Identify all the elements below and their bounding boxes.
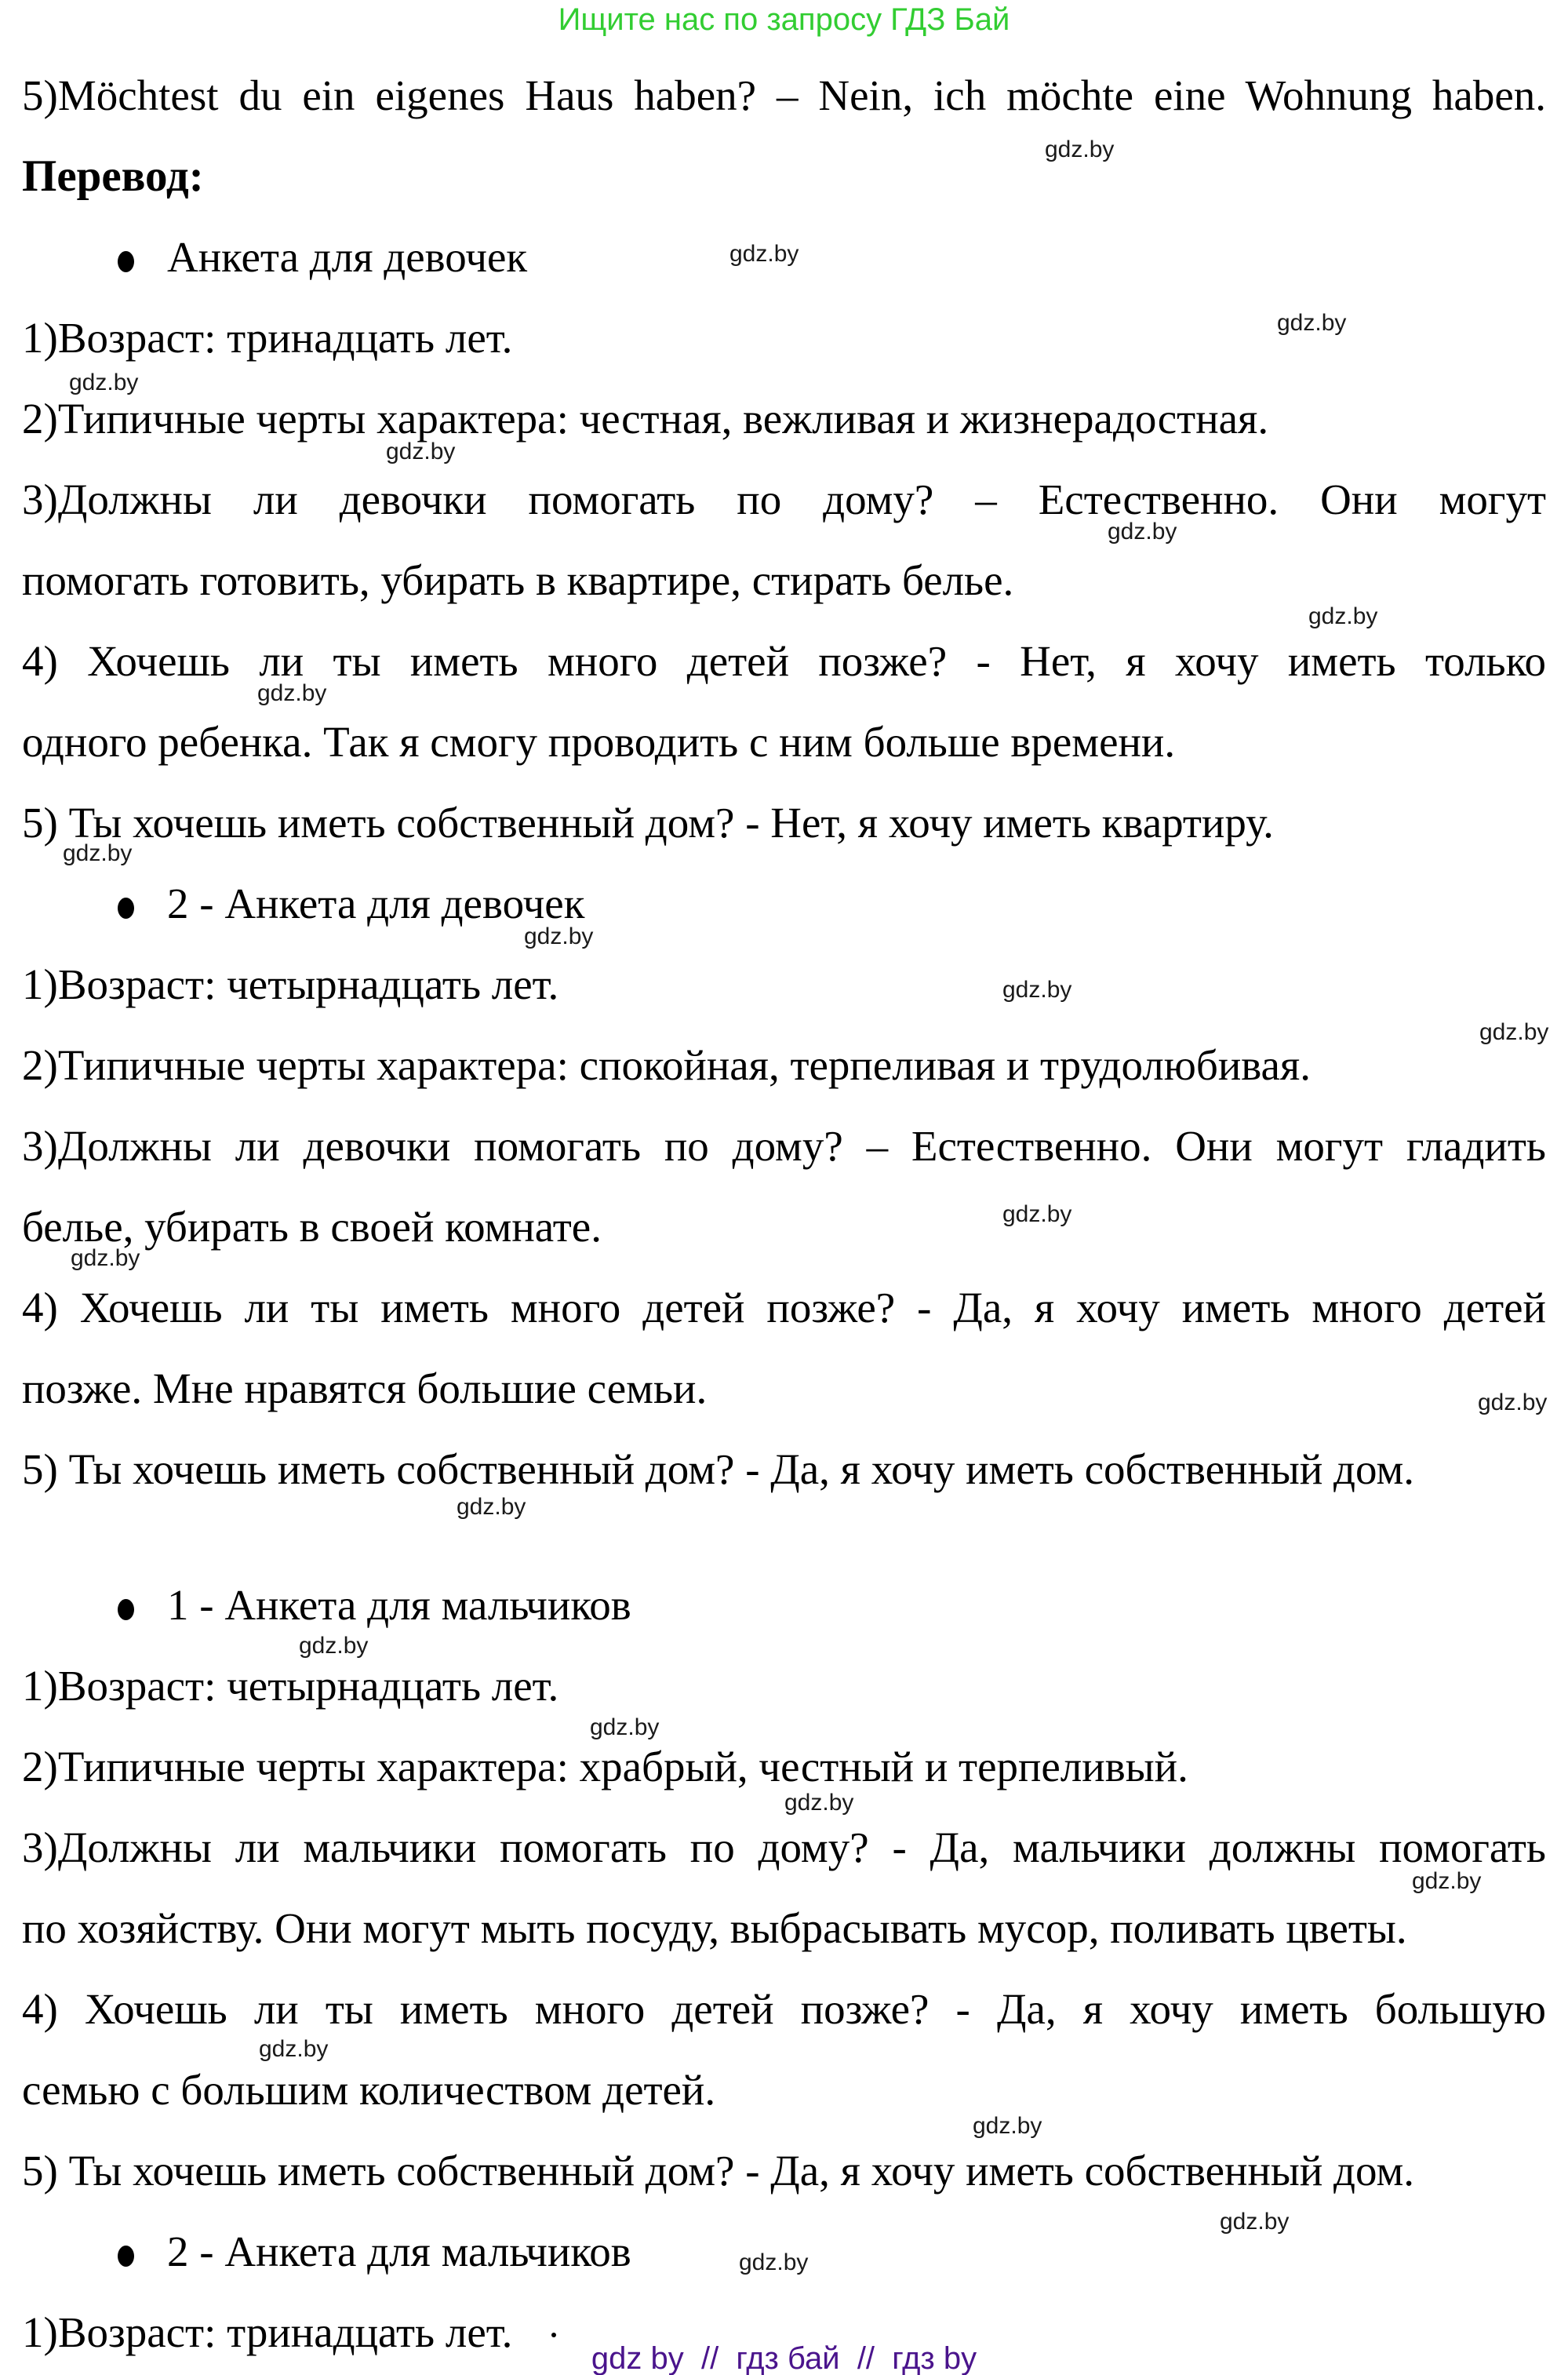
text-line: 5) Ты хочешь иметь собственный дом? - Да, я хочу иметь собственный дом. — [22, 1445, 1415, 1493]
text-line: по хозяйству. Они могут мыть посуду, выбрасывать мусор, поливать цветы. — [22, 1904, 1407, 1952]
gdz-watermark: gdz.by — [386, 439, 456, 464]
text-line: 4) Хочешь ли ты иметь много детей позже? - Нет, я хочу иметь только — [22, 637, 1546, 685]
text-line: 2)Типичные черты характера: спокойная, терпеливая и трудолюбивая. — [22, 1041, 1311, 1089]
gdz-watermark: gdz.by — [784, 1790, 854, 1816]
text-line: 4) Хочешь ли ты иметь много детей позже? - Да, я хочу иметь большую — [22, 1985, 1546, 2033]
translation-heading: Перевод: — [22, 151, 204, 201]
text-line: 5) Ты хочешь иметь собственный дом? - Нет, я хочу иметь квартиру. — [22, 799, 1274, 847]
gdz-watermark: gdz.by — [729, 241, 799, 267]
gdz-watermark: gdz.by — [71, 1245, 140, 1271]
text-line: одного ребенка. Так я смогу проводить с ним больше времени. — [22, 718, 1176, 766]
promo-header: Ищите нас по запросу ГДЗ Бай — [558, 2, 1010, 37]
footer-watermark: gdz by // гдз бай // гдз by — [591, 2341, 977, 2375]
gdz-watermark: gdz.by — [1108, 519, 1177, 545]
gdz-watermark: gdz.by — [299, 1633, 369, 1659]
gdz-watermark: gdz.by — [973, 2113, 1042, 2139]
gdz-watermark: gdz.by — [1478, 1390, 1548, 1415]
text-line: 1)Возраст: тринадцать лет. — [22, 2308, 513, 2356]
text-line: 1)Возраст: четырнадцать лет. — [22, 960, 559, 1008]
text-line: 1)Возраст: четырнадцать лет. — [22, 1662, 559, 1710]
bullet-label: 1 - Анкета для мальчиков — [167, 1581, 631, 1629]
text-line: 3)Должны ли мальчики помогать по дому? - Да, мальчики должны помогать — [22, 1823, 1546, 1871]
stray-ink-dot — [551, 2333, 556, 2337]
text-line: 5) Ты хочешь иметь собственный дом? - Да, я хочу иметь собственный дом. — [22, 2147, 1415, 2195]
document-body — [0, 55, 1568, 2373]
text-line: 3)Должны ли девочки помогать по дому? – Естественно. Они могут — [22, 475, 1546, 523]
gdz-watermark: gdz.by — [63, 840, 133, 866]
gdz-watermark: gdz.by — [739, 2249, 809, 2275]
gdz-watermark: gdz.by — [457, 1494, 526, 1520]
gdz-watermark: gdz.by — [69, 370, 139, 395]
list-item-boys-1 — [22, 1565, 1546, 1645]
bullet-icon — [118, 251, 134, 272]
gdz-watermark: gdz.by — [1220, 2209, 1290, 2235]
bullet-label: 2 - Анкета для девочек — [167, 880, 585, 927]
text-line: 2)Типичные черты характера: честная, вежливая и жизнерадостная. — [22, 395, 1269, 443]
gdz-watermark: gdz.by — [257, 680, 327, 706]
gdz-watermark: gdz.by — [590, 1714, 660, 1740]
text-line: семью с большим количеством детей. — [22, 2066, 716, 2114]
text-line: 3)Должны ли девочки помогать по дому? – Естественно. Они могут гладить — [22, 1122, 1546, 1170]
bullet-icon — [118, 1599, 134, 1620]
gdz-watermark: gdz.by — [1002, 1201, 1072, 1227]
gdz-watermark: gdz.by — [1277, 310, 1347, 336]
gdz-watermark: gdz.by — [1412, 1868, 1482, 1894]
german-sentence: 5)Möchtest du ein eigenes Haus haben? – Nein, ich möchte eine Wohnung haben. — [22, 71, 1546, 119]
gdz-watermark: gdz.by — [1479, 1019, 1549, 1045]
gdz-watermark: gdz.by — [259, 2036, 329, 2062]
bullet-icon — [118, 2246, 134, 2267]
text-line: помогать готовить, убирать в квартире, стирать белье. — [22, 556, 1014, 604]
gdz-watermark: gdz.by — [1002, 977, 1072, 1003]
gdz-watermark: gdz.by — [1045, 137, 1115, 162]
gdz-watermark: gdz.by — [524, 923, 594, 949]
list-item-girls-2 — [22, 863, 1546, 944]
bullet-icon — [118, 898, 134, 919]
text-line: 4) Хочешь ли ты иметь много детей позже? - Да, я хочу иметь много детей — [22, 1284, 1546, 1331]
text-line: 2)Типичные черты характера: храбрый, честный и терпеливый. — [22, 1743, 1188, 1790]
text-line: белье, убирать в своей комнате. — [22, 1203, 602, 1251]
bullet-label: Анкета для девочек — [167, 233, 528, 281]
gdz-watermark: gdz.by — [1308, 603, 1378, 629]
bullet-label: 2 - Анкета для мальчиков — [167, 2227, 631, 2275]
text-line: 1)Возраст: тринадцать лет. — [22, 314, 513, 362]
text-line: позже. Мне нравятся большие семьи. — [22, 1364, 708, 1412]
